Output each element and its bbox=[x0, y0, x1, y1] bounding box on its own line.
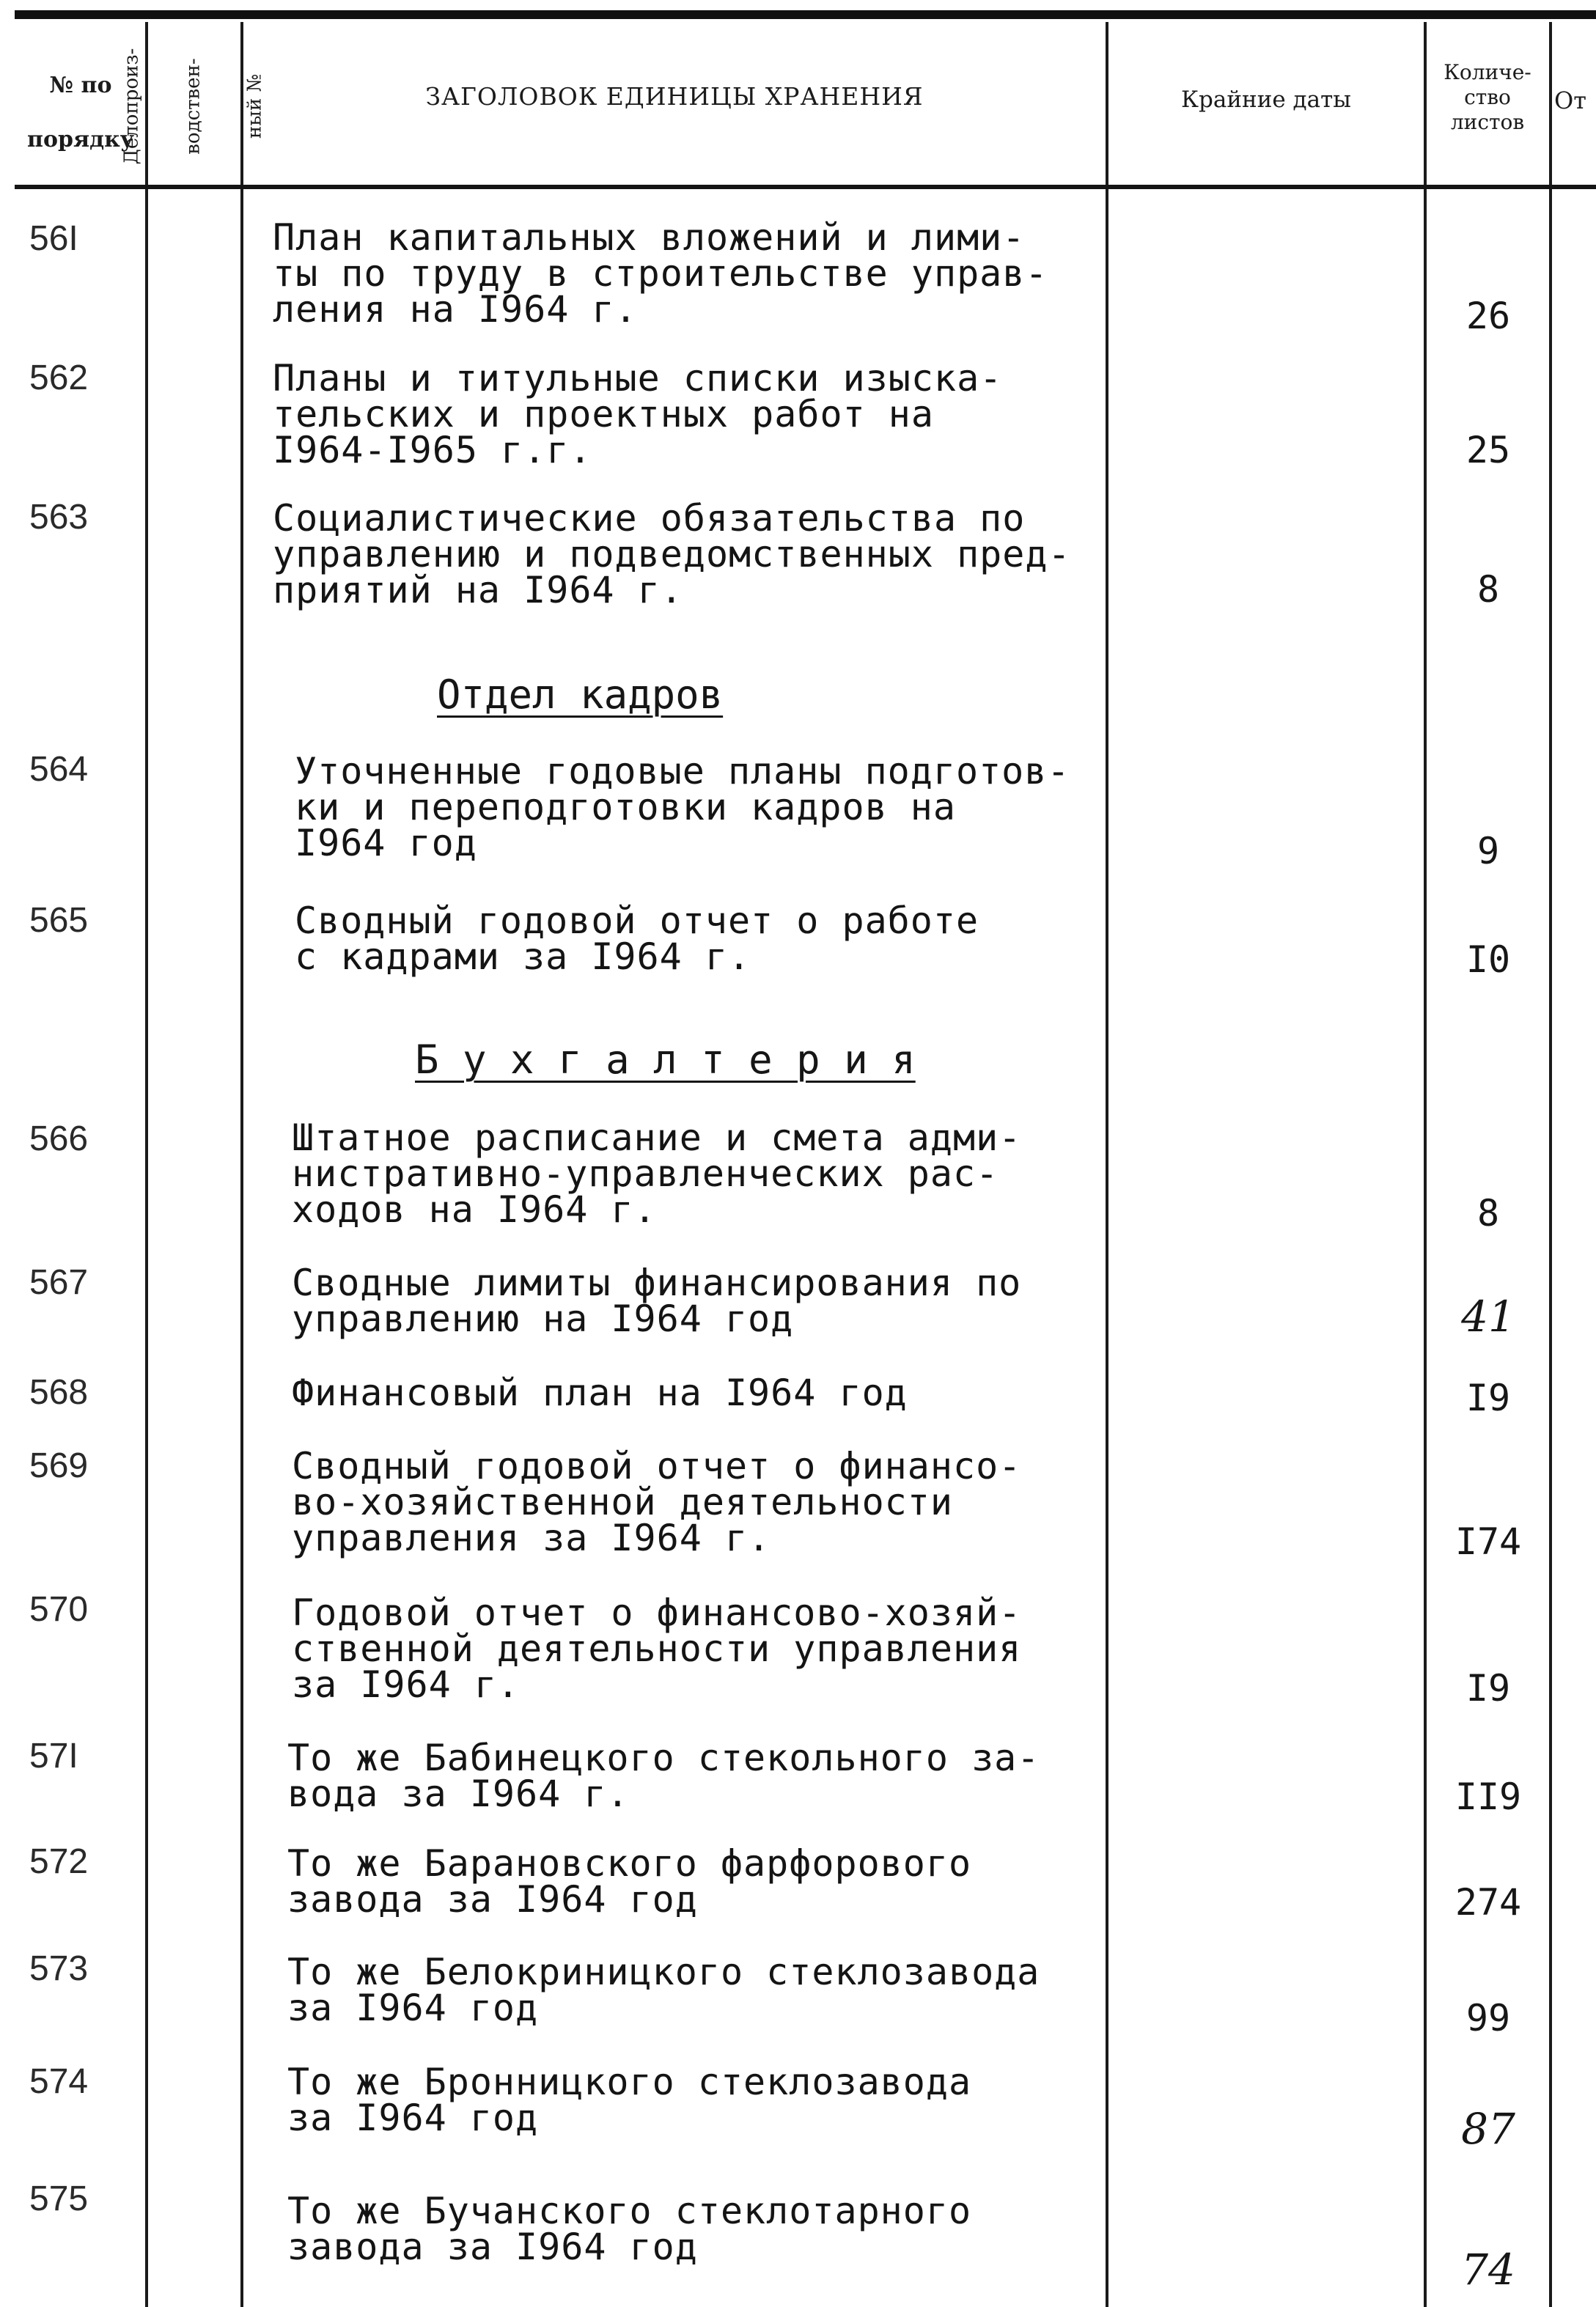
row-count: I0 bbox=[1466, 938, 1511, 981]
row-number: 574 bbox=[29, 2062, 89, 2101]
header-number-line-1: № по bbox=[49, 73, 112, 98]
row-count: 8 bbox=[1477, 1192, 1500, 1235]
header-rule bbox=[15, 185, 1596, 189]
row-count: 74 bbox=[1461, 2245, 1515, 2295]
row-number: 56I bbox=[29, 219, 78, 258]
row-title: То же Бучанского стеклотарного завода за I964 год bbox=[287, 2190, 972, 2268]
row-number: 575 bbox=[29, 2179, 89, 2218]
header-title: ЗАГОЛОВОК ЕДИНИЦЫ ХРАНЕНИЯ bbox=[425, 82, 924, 111]
row-count: 9 bbox=[1477, 830, 1500, 872]
header-count-line-1: Количе- bbox=[1444, 60, 1531, 84]
header-office-line-3: ный № bbox=[243, 73, 265, 139]
row-number: 562 bbox=[29, 358, 89, 397]
row-title: То же Белокриницкого стеклозавода за I964 год bbox=[287, 1951, 1040, 2029]
header-sheet-count bbox=[1426, 60, 1549, 135]
row-count: 26 bbox=[1466, 295, 1511, 337]
row-title: Годовой отчет о финансово-хозяй- ственной деятельности управления за I964 г. bbox=[292, 1592, 1022, 1706]
row-title: Уточненные годовые планы подготов- ки и переподготовки кадров на I964 год bbox=[295, 750, 1070, 864]
row-number: 573 bbox=[29, 1949, 89, 1988]
row-count: 87 bbox=[1461, 2104, 1515, 2154]
row-number: 565 bbox=[29, 901, 89, 940]
row-title: Планы и титульные списки изыска- тельских и проектных работ на I964-I965 г.г. bbox=[273, 357, 1003, 471]
row-number: 568 bbox=[29, 1373, 89, 1412]
row-title: План капитальных вложений и лими- ты по труду в строительстве управ- ления на I964 г. bbox=[273, 216, 1048, 331]
section-heading-accounting: Б у х г а л т е р и я bbox=[415, 1037, 916, 1083]
row-count: 99 bbox=[1466, 1997, 1511, 2039]
column-divider-2 bbox=[240, 22, 243, 2307]
header-office-number bbox=[120, 29, 265, 183]
row-count: 41 bbox=[1461, 1292, 1515, 1342]
row-title: Сводные лимиты финансирования по управлению на I964 год bbox=[292, 1262, 1022, 1340]
header-count-line-3: листов bbox=[1450, 110, 1525, 134]
row-title: Сводный годовой отчет о работе с кадрами за I964 г. bbox=[295, 899, 979, 978]
row-title: Финансовый план на I964 год bbox=[292, 1372, 908, 1414]
top-rule bbox=[15, 10, 1596, 19]
column-divider-4 bbox=[1424, 22, 1427, 2307]
section-heading-personnel: Отдел кадров bbox=[437, 672, 724, 718]
row-title: Социалистические обязательства по управлению и подведомственных пред- приятий на I964 г. bbox=[273, 497, 1071, 611]
row-number: 563 bbox=[29, 498, 89, 537]
row-number: 570 bbox=[29, 1590, 89, 1629]
row-count: 25 bbox=[1466, 429, 1511, 471]
row-title: То же Барановского фарфорового завода за I964 год bbox=[287, 1842, 972, 1921]
header-office-line-2: водствен- bbox=[182, 58, 204, 155]
row-count: I9 bbox=[1466, 1667, 1511, 1710]
header-office-line-1: Делопроиз- bbox=[120, 48, 142, 165]
header-dates: Крайние даты bbox=[1181, 87, 1351, 113]
row-number: 569 bbox=[29, 1446, 89, 1485]
row-number: 564 bbox=[29, 750, 89, 789]
column-divider-3 bbox=[1106, 22, 1108, 2307]
row-number: 57I bbox=[29, 1737, 78, 1776]
header-number-line-2: порядку bbox=[27, 127, 134, 152]
row-count: 8 bbox=[1477, 568, 1500, 611]
header-count-line-2: ство bbox=[1464, 85, 1511, 109]
row-title: То же Бабинецкого стекольного за- вода за I964 г. bbox=[287, 1737, 1040, 1815]
row-title: Штатное расписание и смета адми- нистративно-управленческих рас- ходов на I964 г. bbox=[292, 1116, 1022, 1231]
header-note: От bbox=[1554, 87, 1586, 114]
row-number: 567 bbox=[29, 1263, 89, 1302]
row-title: Сводный годовой отчет о финансо- во-хозяйственной деятельности управления за I964 г. bbox=[292, 1445, 1022, 1559]
column-divider-1 bbox=[145, 22, 148, 2307]
row-count: 274 bbox=[1455, 1881, 1522, 1924]
row-title: То же Бронницкого стеклозавода за I964 год bbox=[287, 2061, 972, 2139]
row-count: II9 bbox=[1455, 1776, 1522, 1818]
row-count: I74 bbox=[1455, 1520, 1522, 1563]
row-number: 566 bbox=[29, 1119, 89, 1158]
row-number: 572 bbox=[29, 1842, 89, 1881]
row-count: I9 bbox=[1466, 1377, 1511, 1419]
column-divider-5 bbox=[1549, 22, 1552, 2307]
